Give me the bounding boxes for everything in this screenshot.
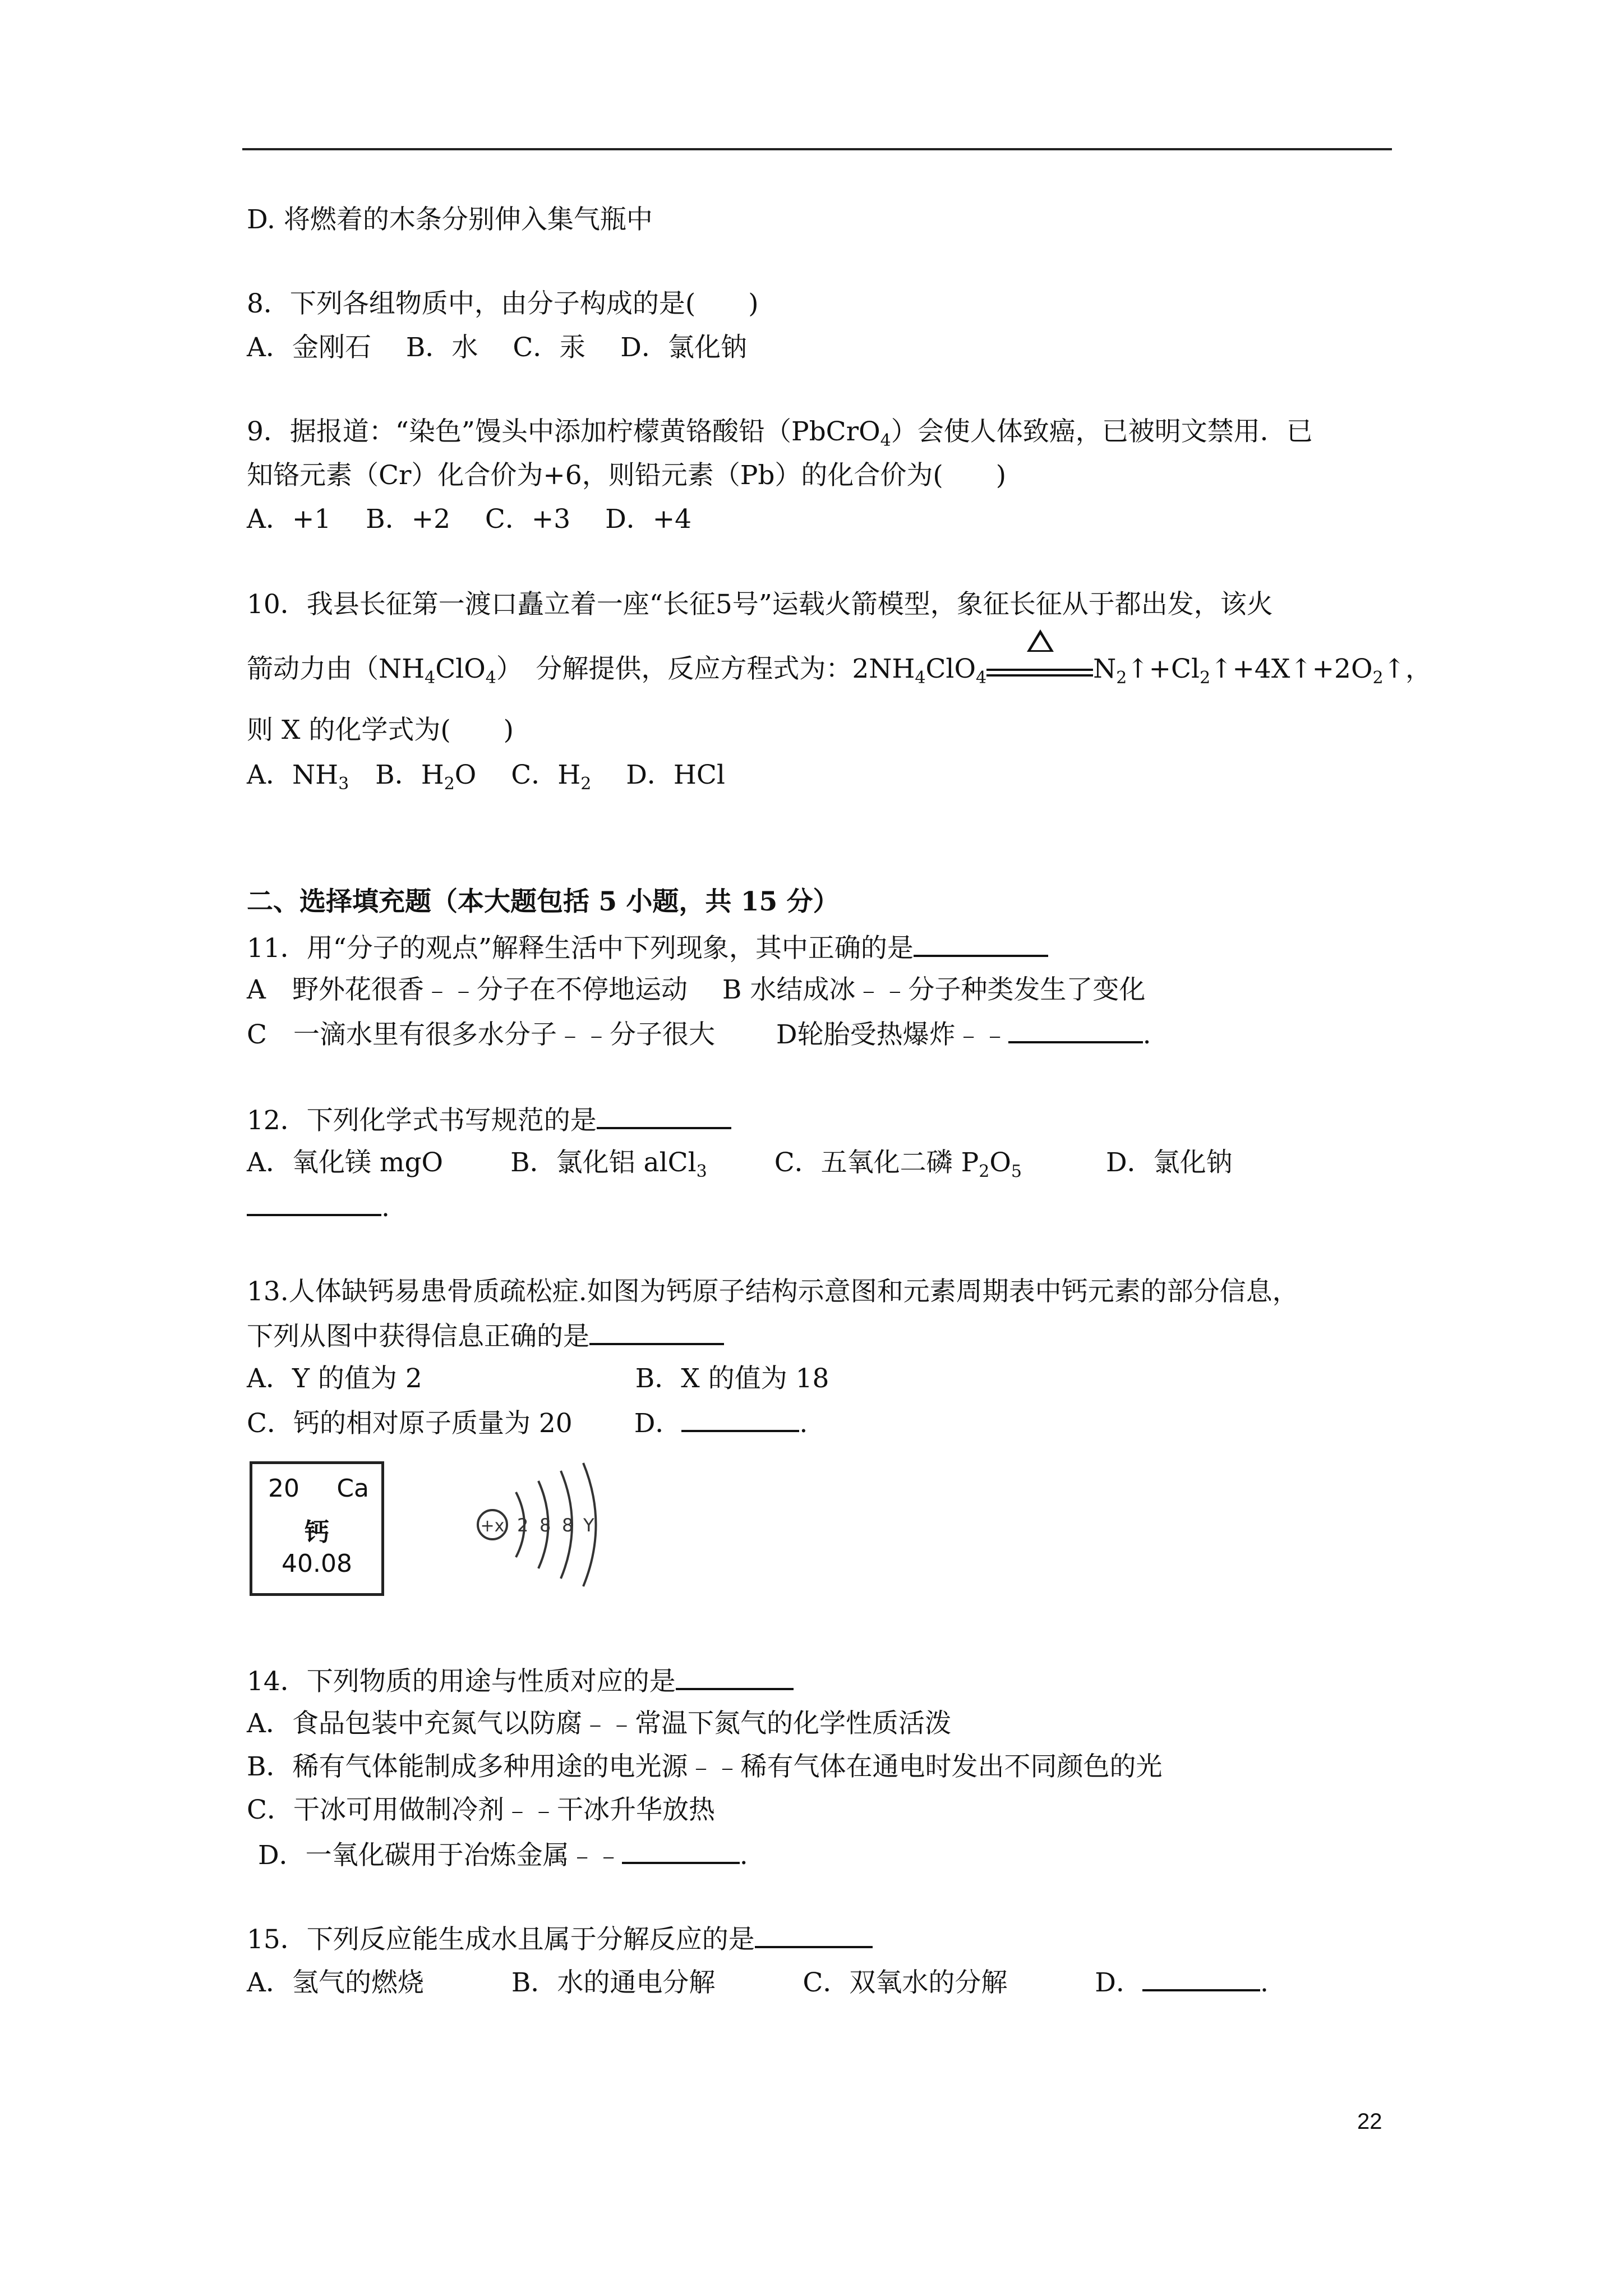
shell-count: 2: [517, 1515, 529, 1536]
text: A．氢气的燃烧 B．水的通电分解 C．双氧水的分解 D．: [247, 1967, 1142, 1998]
q11-options-cd: [247, 1016, 1151, 1052]
q10-options: [247, 758, 725, 792]
q14-option-b: B．稀有气体能制成多种用途的电光源﹣﹣稀有气体在通电时发出不同颜色的光: [247, 1751, 1163, 1782]
q14-option-a: A．食品包装中充氮气以防腐﹣﹣常温下氮气的化学性质活泼: [247, 1708, 951, 1739]
text: .: [799, 1408, 808, 1439]
text: .: [381, 1192, 390, 1223]
subscript: 2: [1200, 668, 1211, 688]
subscript: 4: [425, 668, 436, 688]
text: B．H: [349, 760, 444, 790]
answer-blank[interactable]: [681, 1405, 799, 1432]
text: 14．下列物质的用途与性质对应的是: [247, 1666, 676, 1697]
q8-options: A．金刚石 B．水 C．汞 D．氯化钠: [247, 332, 747, 363]
atomic-number: 20: [268, 1474, 299, 1503]
heat-equals-sign: [986, 654, 1093, 688]
periodic-table-cell: [250, 1461, 384, 1596]
text: D．氯化钠: [1105, 1147, 1233, 1178]
q15-options: [247, 1964, 1269, 2000]
page-number: 22: [1357, 2109, 1382, 2134]
heat-triangle-icon: [1027, 629, 1054, 652]
q10-stem-line3: 则 X 的化学式为( ): [247, 715, 514, 746]
q9-stem-line1: [247, 415, 1313, 449]
text: ↑+Cl: [1127, 654, 1200, 684]
text: A．NH: [247, 760, 339, 790]
answer-blank[interactable]: [914, 930, 1048, 957]
answer-blank[interactable]: [622, 1837, 740, 1864]
section-title: 二、选择填充题（本大题包括 5 小题，共 15 分）: [247, 886, 840, 917]
text: D．一氧化碳用于冶炼金属﹣﹣: [258, 1840, 622, 1871]
subscript: 4: [975, 668, 987, 688]
shell-count: 8: [562, 1515, 574, 1536]
answer-blank[interactable]: [597, 1102, 731, 1129]
text: 11．用“分子的观点”解释生活中下列现象，其中正确的是: [247, 933, 914, 964]
text: A．Y 的值为 2: [247, 1363, 422, 1394]
text: C 一滴水里有很多水分子﹣﹣分子很大 D轮胎受热爆炸﹣﹣: [247, 1019, 1008, 1050]
q10-stem-line1: 10．我县长征第一渡口矗立着一座“长征5号”运载火箭模型，象征长征从于都出发，该火: [247, 589, 1273, 620]
q9-stem-part: 9．据报道：“染色”馒头中添加柠檬黄铬酸铅（PbCrO: [247, 416, 880, 447]
answer-blank[interactable]: [755, 1921, 873, 1948]
q14-stem: [247, 1663, 794, 1699]
text: B．氯化铝 alCl: [510, 1147, 697, 1178]
text: D．: [634, 1408, 682, 1439]
text: D．HCl: [591, 760, 725, 790]
header-rule: [242, 148, 1392, 150]
subscript: 4: [485, 668, 496, 688]
subscript: 4: [915, 668, 926, 688]
q9-options: A．+1 B．+2 C．+3 D．+4: [247, 504, 692, 535]
q13-stem-line2: [247, 1318, 724, 1354]
text: O: [989, 1147, 1011, 1178]
q9-stem-part: ）会使人体致癌，已被明文禁用．已: [891, 416, 1313, 447]
subscript: 3: [338, 774, 349, 794]
text: C．钙的相对原子质量为 20: [247, 1408, 573, 1439]
q12-stem: [247, 1102, 731, 1138]
shell-count: 8: [540, 1515, 551, 1536]
answer-blank[interactable]: [1008, 1016, 1143, 1043]
subscript: 2: [580, 774, 592, 794]
subscript: 2: [1116, 668, 1127, 688]
answer-blank[interactable]: [1142, 1964, 1260, 1991]
subscript: 3: [696, 1162, 707, 1181]
q13-options-cd: [247, 1405, 808, 1441]
text: ↑，: [1383, 654, 1432, 684]
q12-options: [247, 1146, 1233, 1180]
subscript: 2: [1372, 668, 1384, 688]
element-name: 钙: [305, 1518, 329, 1547]
text: .: [1142, 1019, 1151, 1050]
q14-option-c: C．干冰可用做制冷剂﹣﹣干冰升华放热: [247, 1795, 715, 1825]
text: 15．下列反应能生成水且属于分解反应的是: [247, 1924, 755, 1955]
q10-stem-line2: [247, 652, 1432, 688]
text: 下列从图中获得信息正确的是: [247, 1321, 589, 1352]
q13-options-ab: [247, 1362, 829, 1396]
answer-blank[interactable]: [247, 1189, 381, 1216]
q11-options-ab: A 野外花很香﹣﹣分子在不停地运动 B 水结成冰﹣﹣分子种类发生了变化: [247, 974, 1146, 1005]
atomic-mass: 40.08: [282, 1549, 352, 1578]
nucleus-label: +x: [480, 1516, 505, 1536]
q15-stem: [247, 1921, 873, 1957]
subscript: 4: [880, 431, 891, 450]
text: ） 分解提供，反应方程式为：2NH: [496, 654, 915, 684]
q13-stem-line1: 13.人体缺钙易患骨质疏松症.如图为钙原子结构示意图和元素周期表中钙元素的部分信息，: [247, 1276, 1299, 1307]
text: A．氧化镁 mgO: [247, 1147, 444, 1178]
subscript: 2: [979, 1162, 990, 1181]
text: 箭动力由（NH: [247, 654, 425, 684]
text: ClO: [435, 654, 486, 684]
text: .: [1260, 1967, 1269, 1998]
text: C．五氧化二磷 P: [774, 1147, 979, 1178]
subscript: 2: [444, 774, 455, 794]
text: 12．下列化学式书写规范的是: [247, 1105, 597, 1136]
atom-structure-diagram: [471, 1458, 617, 1588]
text: .: [739, 1840, 748, 1871]
answer-blank[interactable]: [676, 1663, 794, 1690]
element-symbol: Ca: [336, 1474, 369, 1503]
q11-stem: [247, 930, 1048, 965]
q9-stem-line2: 知铬元素（Cr）化合价为+6，则铅元素（Pb）的化合价为( ): [247, 460, 1007, 491]
text: B．X 的值为 18: [635, 1363, 829, 1394]
subscript: 5: [1011, 1162, 1022, 1181]
q12-answer-line: [247, 1189, 390, 1225]
text: ↑+4X↑+2O: [1210, 654, 1373, 684]
q7-option-d: D. 将燃着的木条分别伸入集气瓶中: [247, 204, 653, 235]
text: ClO: [925, 654, 976, 684]
text: N: [1093, 654, 1117, 684]
answer-blank[interactable]: [589, 1318, 724, 1345]
shell-count: Y: [583, 1515, 594, 1536]
q14-option-d: [258, 1837, 748, 1872]
q8-stem: 8．下列各组物质中，由分子构成的是( ): [247, 288, 759, 319]
text: O C．H: [454, 760, 581, 790]
